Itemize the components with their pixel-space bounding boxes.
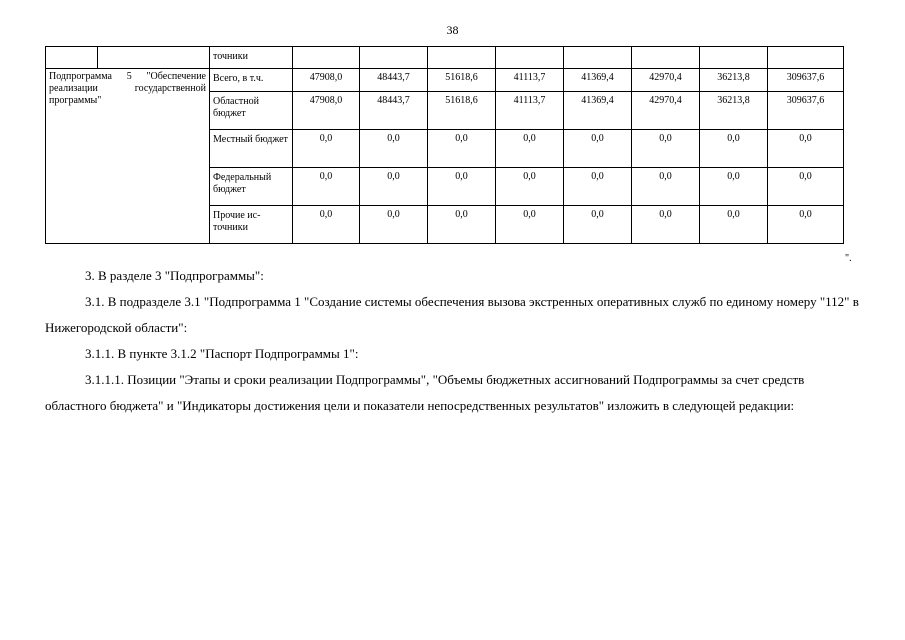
funding-source-cell: Федеральный бюджет: [210, 168, 293, 206]
table-row: [46, 69, 844, 92]
value-cell: 309637,6: [768, 92, 844, 130]
value-cell: 41369,4: [564, 69, 632, 92]
value-cell: 41369,4: [564, 92, 632, 130]
value-cell: 36213,8: [700, 92, 768, 130]
value-cell: 0,0: [632, 130, 700, 168]
value-cell: 0,0: [293, 168, 360, 206]
paragraph-item-3-1-1: 3.1.1. В пункте 3.1.2 "Паспорт Подпрограммы 1":: [85, 346, 359, 361]
paragraph-subsection-3-1: 3.1. В подразделе 3.1 "Подпрограмма 1 "Создание системы обеспечения вызова экстренных оперативных служб по единому номеру "112" в Нижегородской области":: [45, 294, 859, 335]
value-cell: 0,0: [700, 130, 768, 168]
value-cell: 48443,7: [360, 92, 428, 130]
value-cell: 36213,8: [700, 69, 768, 92]
value-cell: 0,0: [428, 130, 496, 168]
value-cell: 0,0: [564, 168, 632, 206]
paragraph-item-3-1-1-1: 3.1.1.1. Позиции "Этапы и сроки реализации Подпрограммы", "Объемы бюджетных ассигнований Подпрограммы за счет средств областного бюджета" и "Индикаторы достижения цели и показатели непосредственных результатов" изложить в следующей редакции:: [45, 372, 805, 413]
value-cell: 0,0: [293, 130, 360, 168]
value-cell: 0,0: [768, 206, 844, 244]
value-cell: 0,0: [496, 168, 564, 206]
value-cell: 0,0: [700, 168, 768, 206]
value-cell: 0,0: [428, 168, 496, 206]
table-cell: [98, 47, 210, 69]
funding-source-cell: Местный бюджет: [210, 130, 293, 168]
value-cell: 0,0: [632, 168, 700, 206]
funding-source-cell: Областной бюджет: [210, 92, 293, 130]
value-cell: 42970,4: [632, 92, 700, 130]
value-cell: 0,0: [293, 206, 360, 244]
value-cell: 0,0: [564, 206, 632, 244]
value-cell: 47908,0: [293, 69, 360, 92]
value-cell: 0,0: [360, 168, 428, 206]
value-cell: 51618,6: [428, 69, 496, 92]
subprogram-name-cell: Подпрограмма 5 "Обеспечение реализации государственной программы": [46, 69, 210, 244]
value-cell: 309637,6: [768, 69, 844, 92]
value-cell: 48443,7: [360, 69, 428, 92]
budget-table: [45, 46, 844, 244]
value-cell: 0,0: [360, 130, 428, 168]
value-cell: 0,0: [360, 206, 428, 244]
table-cell: [46, 47, 98, 69]
value-cell: 0,0: [768, 130, 844, 168]
value-cell: 41113,7: [496, 92, 564, 130]
value-cell: 0,0: [700, 206, 768, 244]
value-cell: 0,0: [496, 130, 564, 168]
table-row: [46, 47, 844, 69]
value-cell: 47908,0: [293, 92, 360, 130]
value-cell: 0,0: [564, 130, 632, 168]
value-cell: 51618,6: [428, 92, 496, 130]
value-cell: 0,0: [768, 168, 844, 206]
funding-source-cell: Прочие ис-точники: [210, 206, 293, 244]
value-cell: 42970,4: [632, 69, 700, 92]
value-cell: 0,0: [428, 206, 496, 244]
page-number: 38: [446, 23, 459, 37]
funding-source-cell: Всего, в т.ч.: [210, 69, 293, 92]
table-closing-quote: ".: [845, 253, 852, 264]
funding-source-cell: точники: [210, 47, 293, 69]
value-cell: 0,0: [632, 206, 700, 244]
paragraph-section-3: 3. В разделе 3 "Подпрограммы":: [85, 268, 264, 283]
value-cell: 41113,7: [496, 69, 564, 92]
value-cell: 0,0: [496, 206, 564, 244]
